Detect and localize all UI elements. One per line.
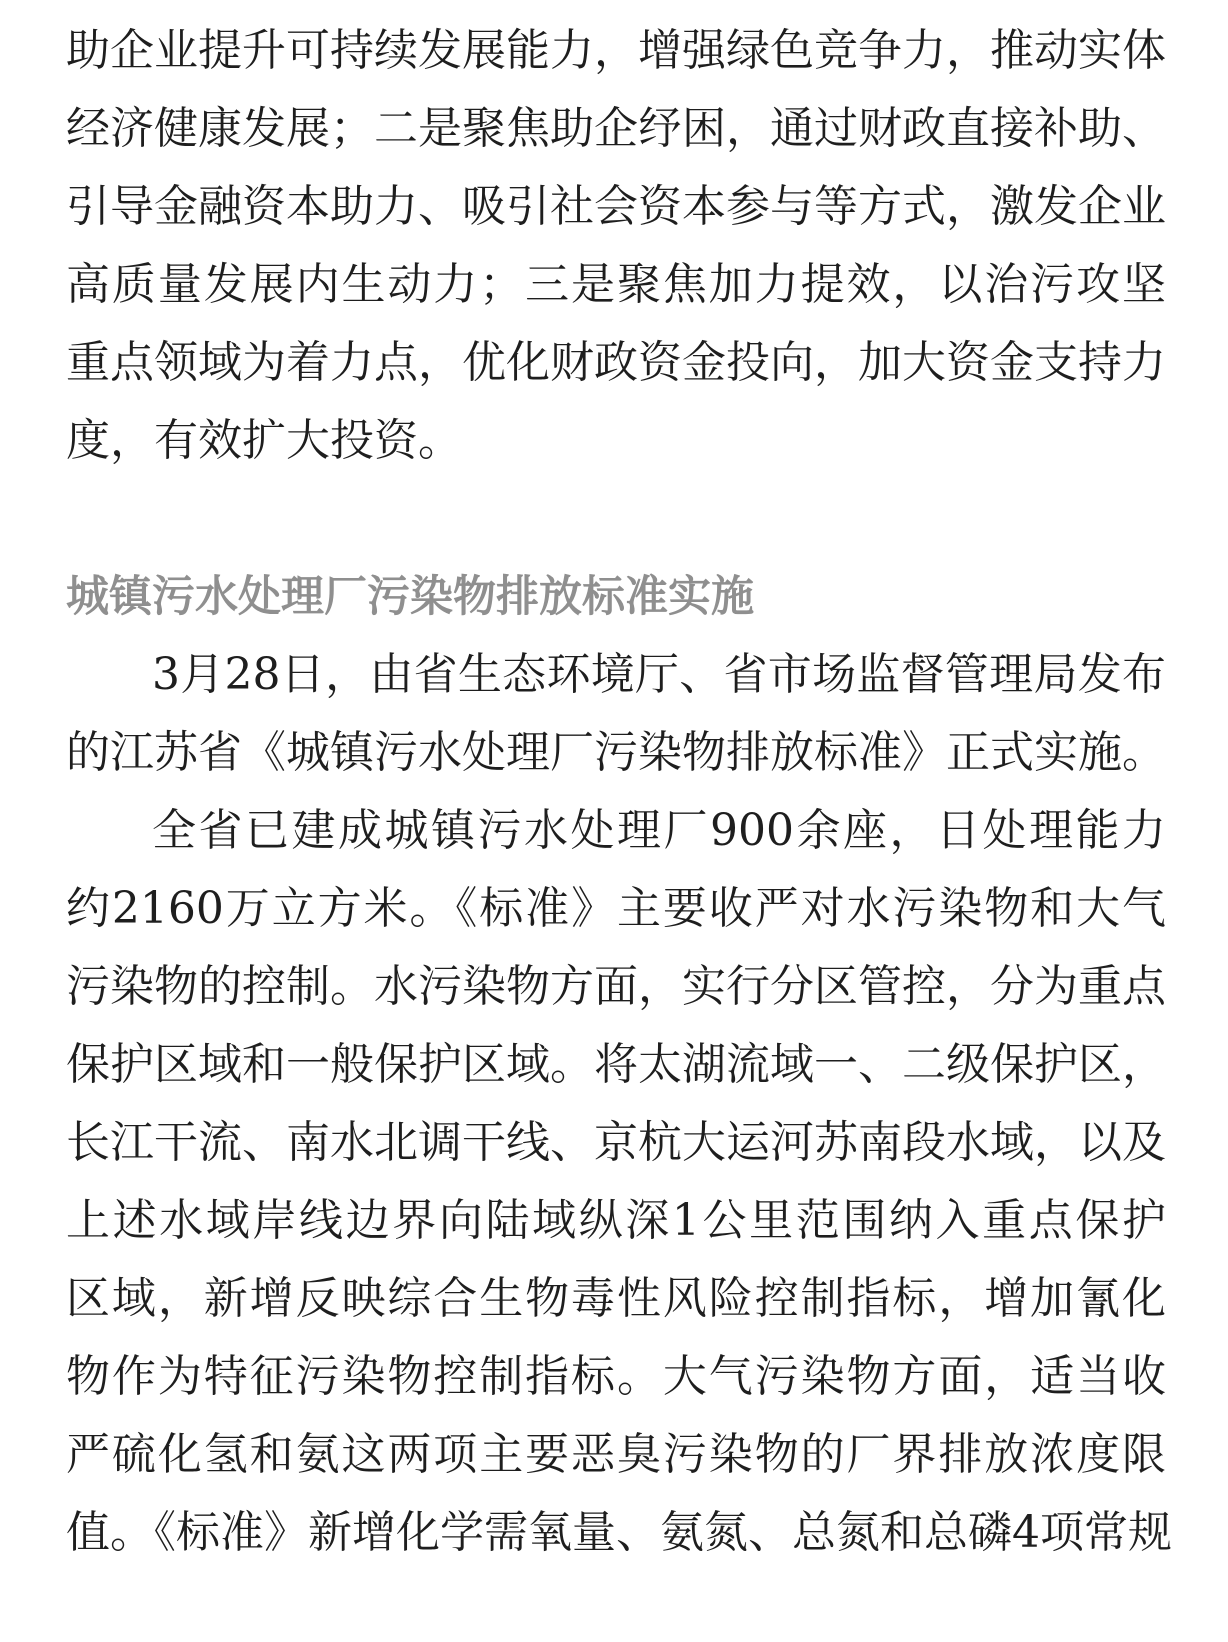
text-line: 物作为特征污染物控制指标。大气污染物方面，适当收 [66,1351,1166,1402]
text-line: 重点领域为着力点，优化财政资金投向，加大资金支持力 [66,337,1166,388]
text-line: 区域，新增反映综合生物毒性风险控制指标，增加氰化 [66,1273,1166,1324]
text-line: 经济健康发展；二是聚焦助企纾困，通过财政直接补助、 [66,103,1166,154]
text-line: 全省已建成城镇污水处理厂900余座，日处理能力 [152,805,1166,856]
text-line: 的江苏省《城镇污水处理厂污染物排放标准》正式实施。 [66,727,1166,778]
text-line: 严硫化氢和氨这两项主要恶臭污染物的厂界排放浓度限 [66,1429,1166,1480]
text-line: 污染物的控制。水污染物方面，实行分区管控，分为重点 [66,961,1166,1012]
text-line: 高质量发展内生动力；三是聚焦加力提效，以治污攻坚 [66,259,1166,310]
text-line: 长江干流、南水北调干线、京杭大运河苏南段水域，以及 [66,1117,1166,1168]
section-heading: 城镇污水处理厂污染物排放标准实施 [66,572,754,622]
text-line: 值。《标准》新增化学需氧量、氨氮、总氮和总磷4项常规 [66,1507,1172,1558]
text-line: 保护区域和一般保护区域。将太湖流域一、二级保护区， [66,1039,1166,1090]
text-line: 约2160万立方米。《标准》主要收严对水污染物和大气 [66,883,1166,934]
text-line: 助企业提升可持续发展能力，增强绿色竞争力，推动实体 [66,25,1166,76]
text-line: 度，有效扩大投资。 [66,415,462,466]
text-line: 上述水域岸线边界向陆域纵深1公里范围纳入重点保护 [66,1195,1166,1246]
text-line: 3月28日，由省生态环境厅、省市场监督管理局发布 [152,649,1166,700]
text-line: 引导金融资本助力、吸引社会资本参与等方式，激发企业 [66,181,1166,232]
